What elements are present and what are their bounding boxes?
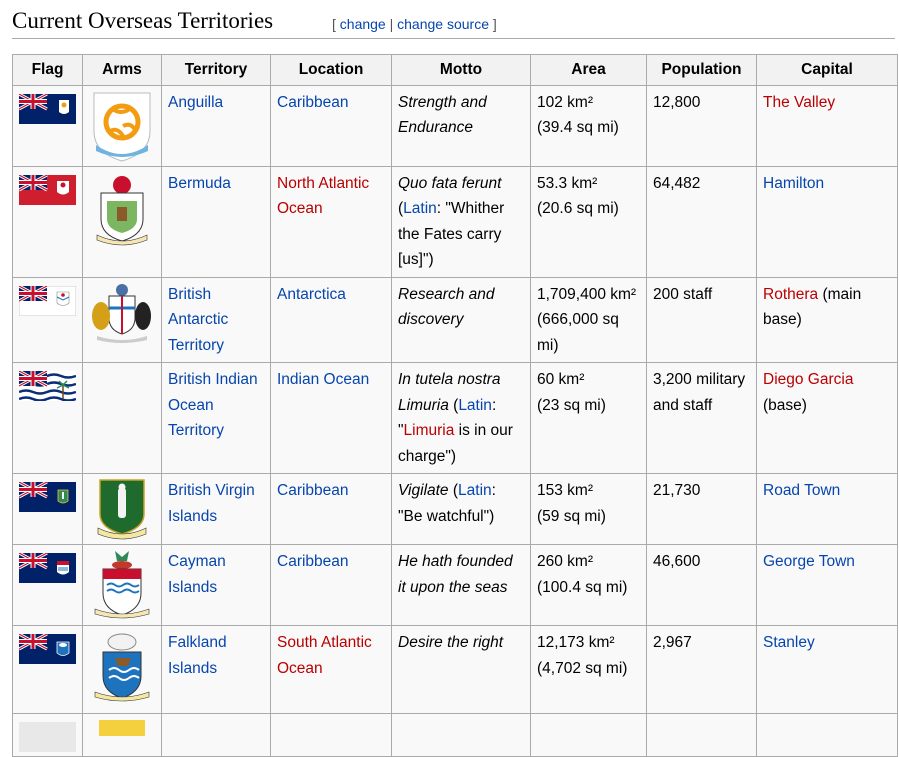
cayman-arms-icon xyxy=(91,549,153,621)
capital-note: (base) xyxy=(763,396,807,414)
population-value: 21,730 xyxy=(653,482,701,499)
territory-link[interactable]: British Virgin Islands xyxy=(168,482,255,525)
section-heading xyxy=(12,6,895,39)
population-value: 3,200 military and staff xyxy=(653,371,746,414)
territory-link[interactable]: Bermuda xyxy=(168,174,231,192)
capital-link[interactable]: Hamilton xyxy=(763,174,825,192)
capital-link[interactable]: Rothera xyxy=(763,285,819,303)
col-header-territory[interactable]: Territory xyxy=(162,55,271,86)
edit-links: [ change | change source ] xyxy=(332,16,497,32)
next-arms-icon xyxy=(97,718,147,738)
location-link[interactable]: Caribbean xyxy=(277,553,349,570)
territory-link[interactable]: British Indian Ocean Territory xyxy=(168,371,258,439)
area-km: 53.3 km² xyxy=(537,174,598,192)
area-km: 12,173 km² xyxy=(537,634,615,651)
capital-link[interactable]: Diego Garcia xyxy=(763,371,854,388)
location-link[interactable]: South Atlantic Ocean xyxy=(277,634,372,677)
latin-link[interactable]: Latin xyxy=(403,200,437,217)
location-link[interactable]: Indian Ocean xyxy=(277,371,370,388)
area-mi: (20.6 sq mi) xyxy=(537,200,619,217)
falklands-flag-icon[interactable] xyxy=(19,634,76,664)
table-row xyxy=(13,85,898,166)
population-value: 2,967 xyxy=(653,634,692,651)
section-title: Current Overseas Territories xyxy=(12,8,274,33)
territory-link[interactable]: Anguilla xyxy=(168,93,224,111)
area-km: 153 km² xyxy=(537,482,593,499)
col-header-motto[interactable]: Motto xyxy=(392,55,531,86)
motto-translation: : "Be watchful") xyxy=(398,482,496,525)
next-flag-icon xyxy=(19,722,76,752)
table-header-row xyxy=(13,55,898,86)
territory-link[interactable]: Falkland Islands xyxy=(168,634,227,677)
territory-link[interactable]: Cayman Islands xyxy=(168,553,226,596)
motto-translation: is in our charge") xyxy=(398,422,513,465)
col-header-capital[interactable]: Capital xyxy=(757,55,898,86)
motto-text: Quo fata ferunt xyxy=(398,174,502,192)
area-mi: (100.4 sq mi) xyxy=(537,578,628,596)
population-value: 64,482 xyxy=(653,174,701,192)
capital-link[interactable]: Road Town xyxy=(763,482,841,499)
area-mi: (39.4 sq mi) xyxy=(537,119,619,136)
area-mi: (666,000 sq mi) xyxy=(537,311,619,354)
bermuda-flag-icon[interactable] xyxy=(19,175,76,205)
latin-link[interactable]: Latin xyxy=(458,482,492,499)
table-row xyxy=(13,277,898,363)
area-km: 60 km² xyxy=(537,371,585,388)
table-row xyxy=(13,714,898,757)
biot-flag-icon[interactable] xyxy=(19,371,76,401)
bvi-flag-icon[interactable] xyxy=(19,482,76,512)
population-value: 12,800 xyxy=(653,93,701,111)
limuria-link[interactable]: Limuria xyxy=(403,422,455,439)
motto-text: He hath founded it upon the seas xyxy=(398,553,513,596)
bermuda-arms-icon xyxy=(91,171,153,251)
location-link[interactable]: Caribbean xyxy=(277,93,349,111)
table-row xyxy=(13,545,898,626)
table-row xyxy=(13,626,898,714)
area-km: 1,709,400 km² xyxy=(537,285,637,303)
territory-link[interactable]: British Antarctic Territory xyxy=(168,285,229,354)
motto-text: In tutela nostra Limuria xyxy=(398,371,501,414)
location-link[interactable]: Antarctica xyxy=(277,285,346,303)
col-header-arms[interactable]: Arms xyxy=(83,55,162,86)
motto-text: Vigilate xyxy=(398,482,449,499)
area-mi: (59 sq mi) xyxy=(537,507,606,525)
col-header-flag[interactable]: Flag xyxy=(13,55,83,86)
anguilla-arms-icon xyxy=(91,90,153,162)
table-row: British Indian Ocean Territory Indian Ocean In tutela nostra Limuria (Latin: "Limuria is in our charge") 60 km² (23 sq mi) 3,200 military and staff Diego Garcia (base) xyxy=(13,363,898,474)
table-row: Bermuda North Atlantic Ocean Quo fata ferunt (Latin: "Whither the Fates carry [us]") 53.3 km² (20.6 sq mi) 64,482 Hamilton xyxy=(13,166,898,277)
capital-link[interactable]: George Town xyxy=(763,553,855,570)
edit-change-source-link[interactable]: change source xyxy=(397,16,489,32)
bvi-arms-icon xyxy=(94,478,150,540)
area-km: 102 km² xyxy=(537,93,593,111)
motto-translation: : "Whither the Fates carry [us]") xyxy=(398,200,505,268)
anguilla-flag-icon[interactable] xyxy=(19,94,76,124)
capital-link[interactable]: The Valley xyxy=(763,93,836,111)
area-mi: (23 sq mi) xyxy=(537,396,606,414)
population-value: 46,600 xyxy=(653,553,701,570)
area-km: 260 km² xyxy=(537,553,593,570)
bat-flag-icon[interactable] xyxy=(19,286,76,316)
falklands-arms-icon xyxy=(91,630,153,704)
location-link[interactable]: Caribbean xyxy=(277,482,349,499)
bat-arms-icon xyxy=(89,282,155,344)
latin-link[interactable]: Latin xyxy=(458,396,492,414)
capital-note: (main base) xyxy=(763,285,862,328)
capital-link[interactable]: Stanley xyxy=(763,634,815,651)
cayman-flag-icon[interactable] xyxy=(19,553,76,583)
motto-text: Strength and Endurance xyxy=(398,93,487,136)
territories-table xyxy=(12,54,898,757)
edit-change-link[interactable]: change xyxy=(339,16,386,32)
area-mi: (4,702 sq mi) xyxy=(537,659,628,677)
col-header-location[interactable]: Location xyxy=(271,55,392,86)
motto-text: Research and discovery xyxy=(398,285,495,328)
population-value: 200 staff xyxy=(653,285,713,303)
col-header-population[interactable]: Population xyxy=(647,55,757,86)
location-link[interactable]: North Atlantic Ocean xyxy=(277,174,370,217)
col-header-area[interactable]: Area xyxy=(531,55,647,86)
table-row: British Virgin Islands Caribbean Vigilate (Latin: "Be watchful") 153 km² (59 sq mi) 21,730 Road Town xyxy=(13,474,898,545)
motto-text: Desire the right xyxy=(398,634,504,651)
